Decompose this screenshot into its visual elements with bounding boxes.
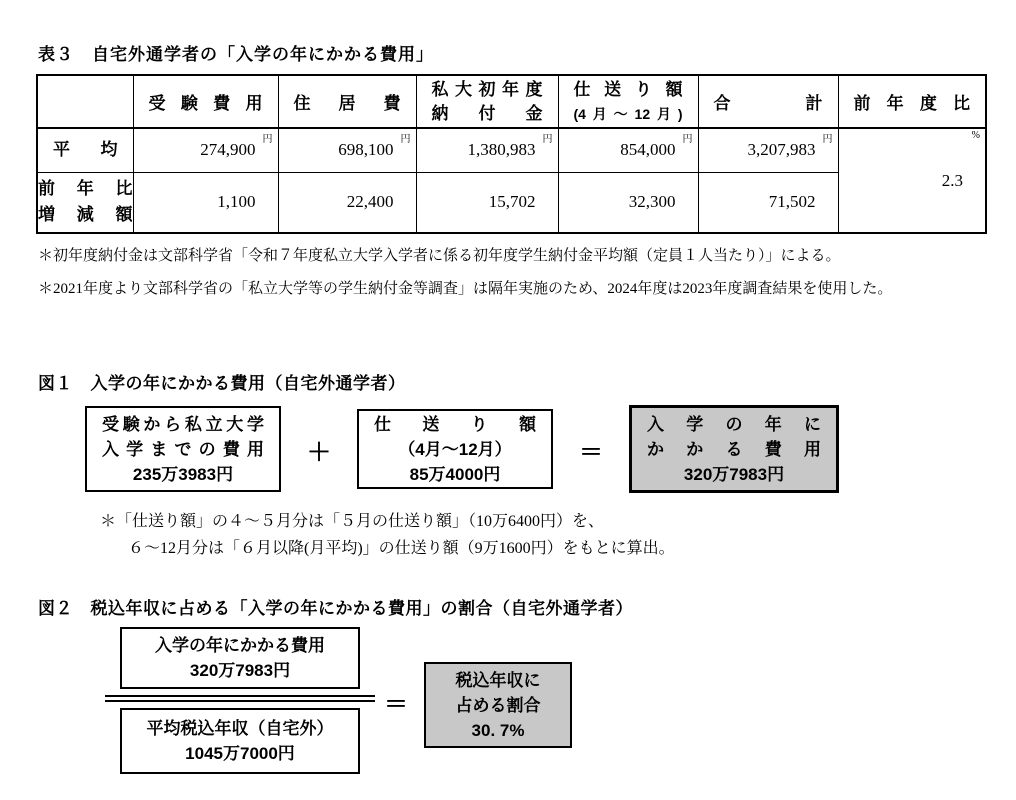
percent-unit: % xyxy=(971,130,980,141)
figure1-note-line2: ６～12月分は「６月以降(月平均)」の仕送り額（9万1600円）をもとに算出。 xyxy=(128,540,675,557)
box-exam-to-admission xyxy=(85,406,281,492)
avg-tuition-cell xyxy=(416,128,558,172)
text-line: 入学までの費用 xyxy=(102,439,264,459)
yen-unit: 円 xyxy=(400,134,411,145)
col-header-empty xyxy=(37,75,133,128)
avg-remittance-cell xyxy=(558,128,698,172)
text-line: (4月～12月) xyxy=(573,105,683,122)
cell-value: 32,300 xyxy=(628,192,676,212)
cell-value: 71,502 xyxy=(768,192,816,212)
yen-unit: 円 xyxy=(542,134,553,145)
denominator-box xyxy=(120,708,360,774)
plus-sign: ＋ xyxy=(307,438,331,466)
row-label-change xyxy=(37,172,133,233)
chg-remittance-cell xyxy=(558,172,698,233)
equals-sign-2: ＝ xyxy=(384,691,408,718)
cell-value: 274,900 xyxy=(200,140,256,160)
table-note-1: ＊初年度納付金は文部科学省「令和７年度私立大学入学者に係る初年度学生納付金平均額（定員１人当たり）」による。 xyxy=(38,248,841,264)
box-remittance xyxy=(357,409,553,489)
figure2-title: 図２ 税込年収に占める「入学の年にかかる費用」の割合（自宅外通学者） xyxy=(38,599,633,618)
yen-unit: 円 xyxy=(262,134,273,145)
fraction-bar xyxy=(105,695,375,702)
cell-value: 698,100 xyxy=(338,140,394,160)
figure1-note-line1: ＊「仕送り額」の４～５月分は「５月の仕送り額」（10万6400円）を、 xyxy=(100,513,605,530)
numerator-box xyxy=(120,627,360,689)
cell-value: 854,000 xyxy=(620,140,676,160)
equals-sign: ＝ xyxy=(579,438,603,466)
text-line: 税込年収に xyxy=(455,670,541,690)
col-header-total: 合計 xyxy=(698,75,838,128)
figure1-title: 図１ 入学の年にかかる費用（自宅外通学者） xyxy=(38,374,406,393)
col-header-remittance xyxy=(558,75,698,128)
cell-value: 3,207,983 xyxy=(747,140,816,160)
row-label-average: 平均 xyxy=(37,128,133,172)
yoy-ratio-cell xyxy=(838,128,986,233)
text-line: 入学の年に xyxy=(647,414,821,434)
figure2-fraction xyxy=(105,627,375,774)
text-line: 増減額 xyxy=(38,205,133,225)
chg-tuition-cell xyxy=(416,172,558,233)
text-line: 受験から私立大学 xyxy=(102,414,264,434)
table3-title: 表３ 自宅外通学者の「入学の年にかかる費用」 xyxy=(38,45,434,64)
text-line: 納付金 xyxy=(431,103,543,123)
yen-unit: 円 xyxy=(682,134,693,145)
avg-exam-fee-cell xyxy=(133,128,278,172)
col-header-yoy: 前年度比 xyxy=(838,75,986,128)
col-header-exam-fee: 受験費用 xyxy=(133,75,278,128)
box-year-cost xyxy=(629,405,839,493)
text-line: 235万3983円 xyxy=(132,464,234,484)
text-line: 平均税込年収（自宅外） xyxy=(146,719,334,738)
cell-value: 2.3 xyxy=(941,170,963,190)
text-line: 入学の年にかかる費用 xyxy=(155,636,325,655)
text-line: 占める割合 xyxy=(455,695,541,715)
cell-value: 22,400 xyxy=(346,192,394,212)
text-line: 30. 7% xyxy=(471,720,525,740)
table-header-row xyxy=(37,75,986,128)
col-header-housing: 住居費 xyxy=(278,75,416,128)
text-line: 1045万7000円 xyxy=(185,744,295,763)
cell-value: 15,702 xyxy=(488,192,536,212)
text-line: かかる費用 xyxy=(647,439,821,459)
cost-table xyxy=(36,74,987,234)
text-line: 320万7983円 xyxy=(189,661,291,680)
table-row-average xyxy=(37,128,986,172)
chg-total-cell xyxy=(698,172,838,233)
col-header-tuition xyxy=(416,75,558,128)
avg-housing-cell xyxy=(278,128,416,172)
text-line: 前年比 xyxy=(38,179,133,199)
text-line: 320万7983円 xyxy=(683,464,785,484)
chg-housing-cell xyxy=(278,172,416,233)
text-line: 仕送り額 xyxy=(374,414,536,434)
cell-value: 1,100 xyxy=(217,192,256,212)
cell-value: 1,380,983 xyxy=(467,140,536,160)
figure1-diagram xyxy=(85,405,839,493)
chg-exam-fee-cell xyxy=(133,172,278,233)
text-line: 仕送り額 xyxy=(573,79,683,99)
text-line: （4月～12月） xyxy=(398,439,512,459)
avg-total-cell xyxy=(698,128,838,172)
table-note-2: ＊2021年度より文部科学省の「私立大学等の学生納付金等調査」は隔年実施のため、2024年度は2023年度調査結果を使用した。 xyxy=(38,281,893,297)
result-ratio-box xyxy=(424,662,572,748)
text-line: 私大初年度 xyxy=(431,79,543,99)
yen-unit: 円 xyxy=(822,134,833,145)
text-line: 85万4000円 xyxy=(409,464,501,484)
